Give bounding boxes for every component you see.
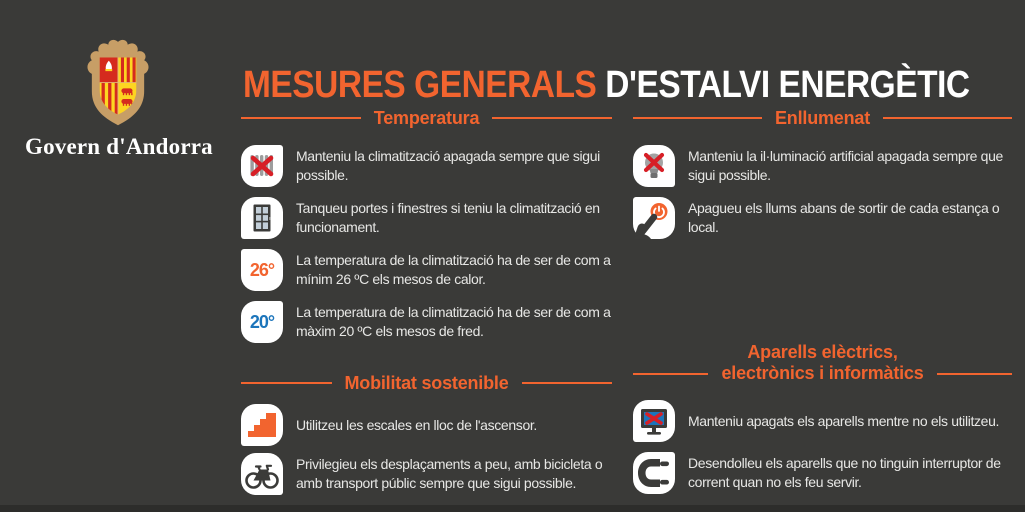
temp-20-label: 20° [249, 311, 275, 332]
section-title-line2: electrònics i informàtics [721, 363, 924, 383]
section-title: Mobilitat sostenible [344, 372, 509, 393]
tip-row [241, 197, 612, 239]
section-title-line1: Aparells elèctrics, [747, 342, 898, 362]
door-window-icon [241, 197, 283, 239]
temp-26-label: 26° [249, 259, 275, 280]
tip-text: Desendolleu els aparells que no tinguin interruptor de corrent quan no els feu servir. [688, 455, 1001, 490]
section-heading-aparells [633, 342, 1012, 384]
stairs-icon [241, 404, 283, 446]
temp-26-badge [241, 249, 283, 291]
page-title [243, 65, 970, 105]
tip-text: Manteniu la climatització apagada sempre que sigui possible. [296, 148, 600, 183]
heading-rule [883, 117, 1012, 119]
tip-row [241, 249, 612, 291]
section-title: Enllumenat [775, 107, 871, 128]
tip-text: Apagueu els llums abans de sortir de cada estança o local. [688, 200, 1000, 235]
section-heading-temperatura [241, 106, 612, 130]
brand-name: Govern d'Andorra [25, 134, 213, 159]
heading-rule [522, 382, 613, 384]
tip-row [241, 301, 612, 343]
left-column [241, 106, 612, 495]
section-title [721, 342, 923, 384]
tip-text: La temperatura de la climatització ha de ser de com a màxim 20 ºC els mesos de fred. [296, 304, 611, 339]
tip-row [633, 197, 1012, 239]
heading-rule [492, 117, 612, 119]
tip-row [241, 404, 612, 446]
section-title: Temperatura [373, 107, 480, 128]
page-title-rest: D'ESTALVI ENERGÈTIC [596, 64, 970, 107]
govern-andorra-brand [25, 38, 211, 160]
tip-row [633, 452, 1012, 494]
tip-text: Tanqueu portes i finestres si teniu la climatització en funcionament. [296, 200, 600, 235]
bulb-off-icon [633, 145, 675, 187]
right-column [633, 106, 1012, 494]
tip-text: Utilitzeu les escales en lloc de l'ascensor. [296, 416, 537, 433]
tip-row [241, 453, 612, 495]
tip-row [633, 145, 1012, 187]
tip-row [633, 400, 1012, 442]
tip-text: Manteniu la il·luminació artificial apagada sempre que sigui possible. [688, 148, 1003, 183]
bottom-edge-strip [0, 505, 1025, 512]
light-switch-icon [633, 197, 675, 239]
heading-rule [937, 373, 1012, 375]
section-heading-mobilitat [241, 371, 612, 395]
heading-rule [241, 117, 361, 119]
tip-text: La temperatura de la climatització ha de ser de com a mínim 26 ºC els mesos de calor. [296, 252, 611, 287]
section-heading-enllumenat [633, 106, 1012, 130]
heading-rule [633, 373, 708, 375]
page-title-accent: MESURES GENERALS [243, 64, 597, 107]
bicycle-icon [241, 453, 283, 495]
temp-20-badge [241, 301, 283, 343]
heading-rule [241, 382, 332, 384]
radiator-off-icon [241, 145, 283, 187]
tip-row [241, 145, 612, 187]
unplug-icon [633, 452, 675, 494]
andorra-coat-of-arms-icon [84, 38, 152, 131]
tip-text: Manteniu apagats els aparells mentre no els utilitzeu. [688, 412, 1000, 429]
monitor-off-icon [633, 400, 675, 442]
tip-text: Privilegieu els desplaçaments a peu, amb bicicleta o amb transport públic sempre que sigui possible. [296, 456, 603, 491]
heading-rule [633, 117, 762, 119]
